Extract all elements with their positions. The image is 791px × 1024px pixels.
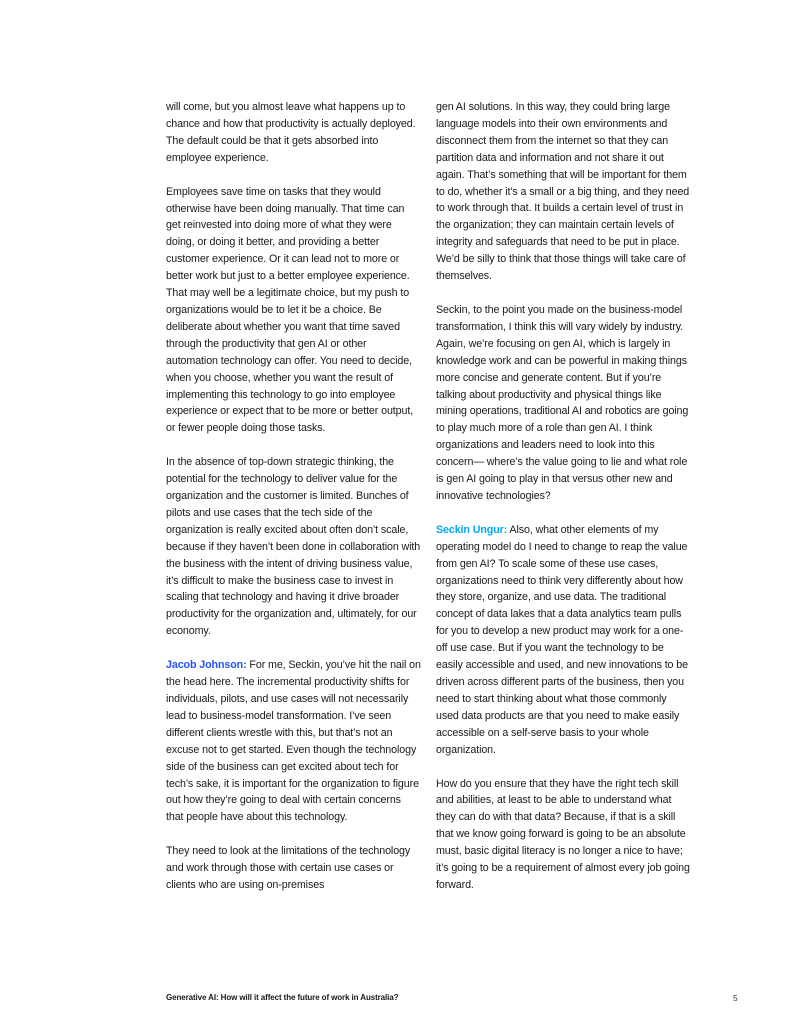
left-paragraph-2: Employees save time on tasks that they would otherwise have been doing manually. That time can get reinvested into doing more of what they were doing, or doing it better, and providing a better customer experience. Or it can lead not to more or better work but just to a better employee experience. That may well be a legitimate choice, but my push to organizations would be to let it be a choice. Be deliberate about whether you want that time saved through the productivity that gen AI or other automation technology can offer. You need to decide, when you choose, whether you want the result of implementing this technology to go into employee experience or expect that to be more or better output, or fewer people doing those tasks. xyxy=(166,185,414,435)
left-column xyxy=(166,99,421,911)
speaker-jacob-johnson: Jacob Johnson: xyxy=(166,659,247,672)
left-paragraph-4-text: For me, Seckin, you’ve hit the nail on the head here. The incremental productivity shifts for individuals, pilots, and use cases will not necessarily lead to business-model transformation. I’ve seen different clients wrestle with this, but that’s not an excuse not to get started. Even though the technology side of the business can get excited about tech for tech’s sake, it is important for the organization to figure out how they’re going to deal with certain concerns that people have about this technology. xyxy=(166,659,421,824)
left-paragraph-3: In the absence of top-down strategic thinking, the potential for the technology to deliver value for the organization and the customer is limited. Bunches of pilots and use cases that the tech side of the organization is really excited about often don’t scale, because if they haven’t been done in collaboration with the business with the intent of driving business value, it’s difficult to make the business case to invest in scaling that technology and having it drive broader productivity for the organization and, ultimately, for our economy. xyxy=(166,456,421,638)
right-paragraph-2: Seckin, to the point you made on the business-model transformation, I think this will vary widely by industry. Again, we’re focusing on gen AI, which is largely in knowledge work and can be powerful in making things more concise and generate content. But if you’re talking about productivity and physical things like mining operations, traditional AI and robotics are going to play much more of a role than gen AI. I think organizations and leaders need to look into this concern— where’s the value going to lie and what role is gen AI going to play in that versus other new and innovative technologies? xyxy=(436,303,689,502)
left-paragraph-5: They need to look at the limitations of the technology and work through those with certain use cases or clients who are using on-premises xyxy=(166,845,411,892)
left-paragraph-1: will come, but you almost leave what happens up to chance and how that productivity is actually deployed. The default could be that it gets absorbed into employee experience. xyxy=(166,101,416,164)
right-column xyxy=(436,99,691,911)
right-paragraph-3-text: Also, what other elements of my operating model do I need to change to reap the value from gen AI? To scale some of these use cases, organizations need to think very differently about how they store, organize, and use data. The traditional concept of data lakes that a data analytics team pulls for you to develop a new product may work for a one-off use case. But if you want the technology to be easily accessible and used, and new innovations to be driven across different parts of the business, then you need to start thinking about what those commonly used data products are that you need to make easily accessible on a self-serve basis to your whole organization. xyxy=(436,523,688,756)
footer-title: Generative AI: How will it affect the future of work in Australia? xyxy=(166,993,399,1002)
left-paragraph-4 xyxy=(166,657,421,826)
speaker-seckin-ungur: Seckin Ungur: xyxy=(436,523,508,536)
page-number: 5 xyxy=(733,993,738,1003)
right-paragraph-4: How do you ensure that they have the right tech skill and abilities, at least to be able to understand what they can do with that data? Because, if that is a skill that we know going forward is going to be an absolute must, basic digital literacy is no longer a nice to have; it’s going to be a requirement of almost every job going forward. xyxy=(436,777,690,891)
right-paragraph-3 xyxy=(436,522,691,759)
right-paragraph-1: gen AI solutions. In this way, they could bring large language models into their own environments and disconnect them from the internet so that they can partition data and information and not share it out again. That’s something that will be important for them to do, whether it’s a small or a big thing, and they need to work through that. It builds a certain level of trust in the organization; they can maintain certain levels of integrity and safeguards that need to be put in place. We’d be silly to think that those things will take care of themselves. xyxy=(436,101,690,283)
